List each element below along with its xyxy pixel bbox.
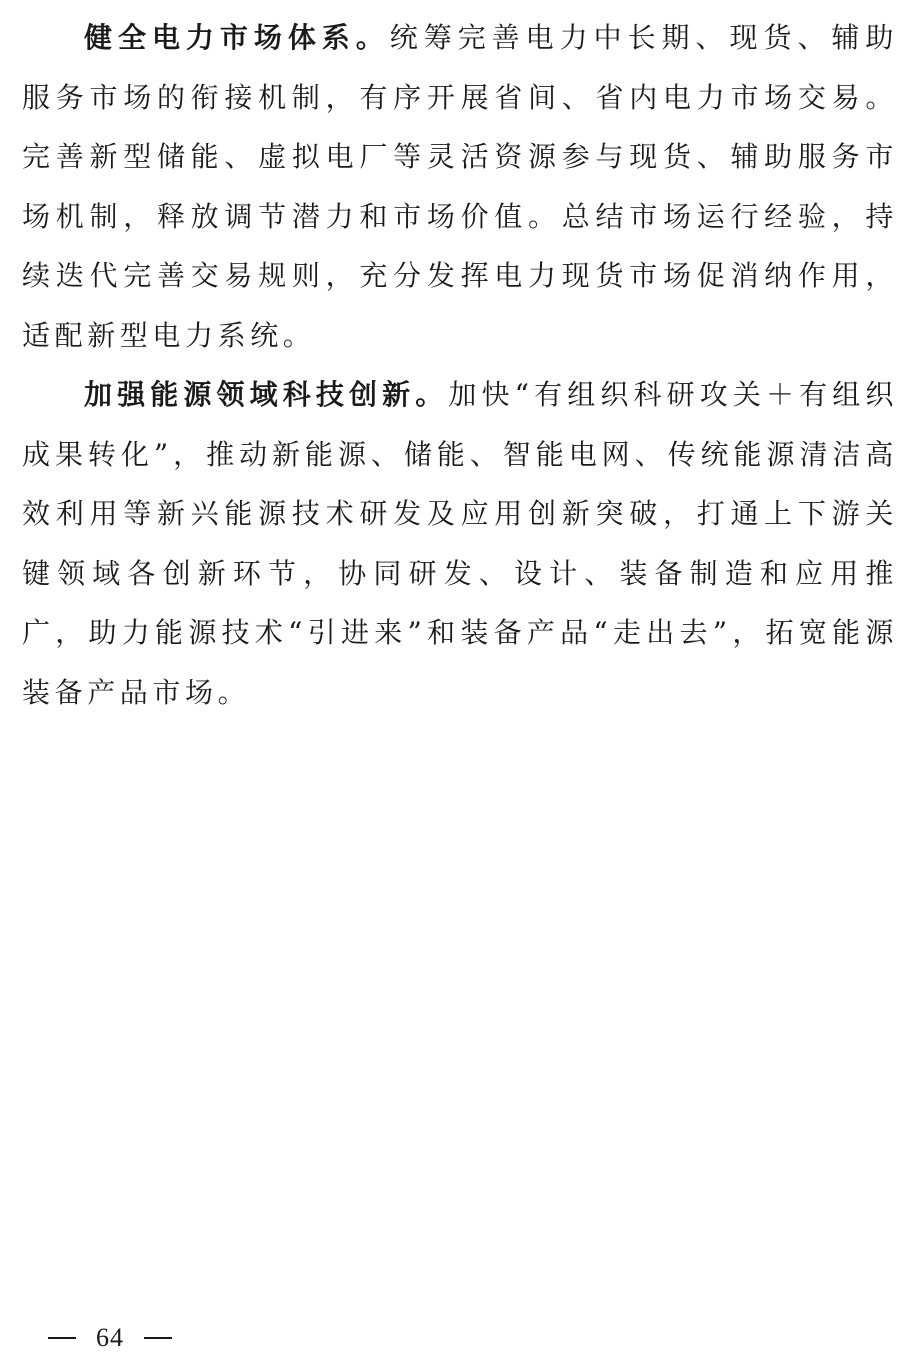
paragraph-power-market bbox=[22, 8, 898, 365]
paragraph-heading: 加强能源领域科技创新。 bbox=[84, 378, 449, 411]
paragraph-text: 统筹完善电力中长期、现货、辅助服务市场的衔接机制，有序开展省间、省内电力市场交易。完善新型储能、虚拟电厂等灵活资源参与现货、辅助服务市场机制，释放调节潜力和市场价值。总结市场运行经验，持续迭代完善交易规则，充分发挥电力现货市场促消纳作用，适配新型电力系统。 bbox=[22, 21, 898, 352]
page-number: 64 bbox=[96, 1323, 124, 1352]
footer-dash-right bbox=[144, 1337, 172, 1339]
paragraph-tech-innovation bbox=[22, 365, 898, 722]
paragraph-heading: 健全电力市场体系。 bbox=[84, 21, 390, 54]
footer-dash-left bbox=[48, 1337, 76, 1339]
page-footer bbox=[48, 1318, 172, 1358]
document-body bbox=[22, 8, 898, 722]
paragraph-text: 加快“有组织科研攻关＋有组织成果转化”，推动新能源、储能、智能电网、传统能源清洁高效利用等新兴能源技术研发及应用创新突破，打通上下游关键领域各创新环节，协同研发、设计、装备制造和应用推广，助力能源技术“引进来”和装备产品“走出去”，拓宽能源装备产品市场。 bbox=[22, 378, 899, 709]
